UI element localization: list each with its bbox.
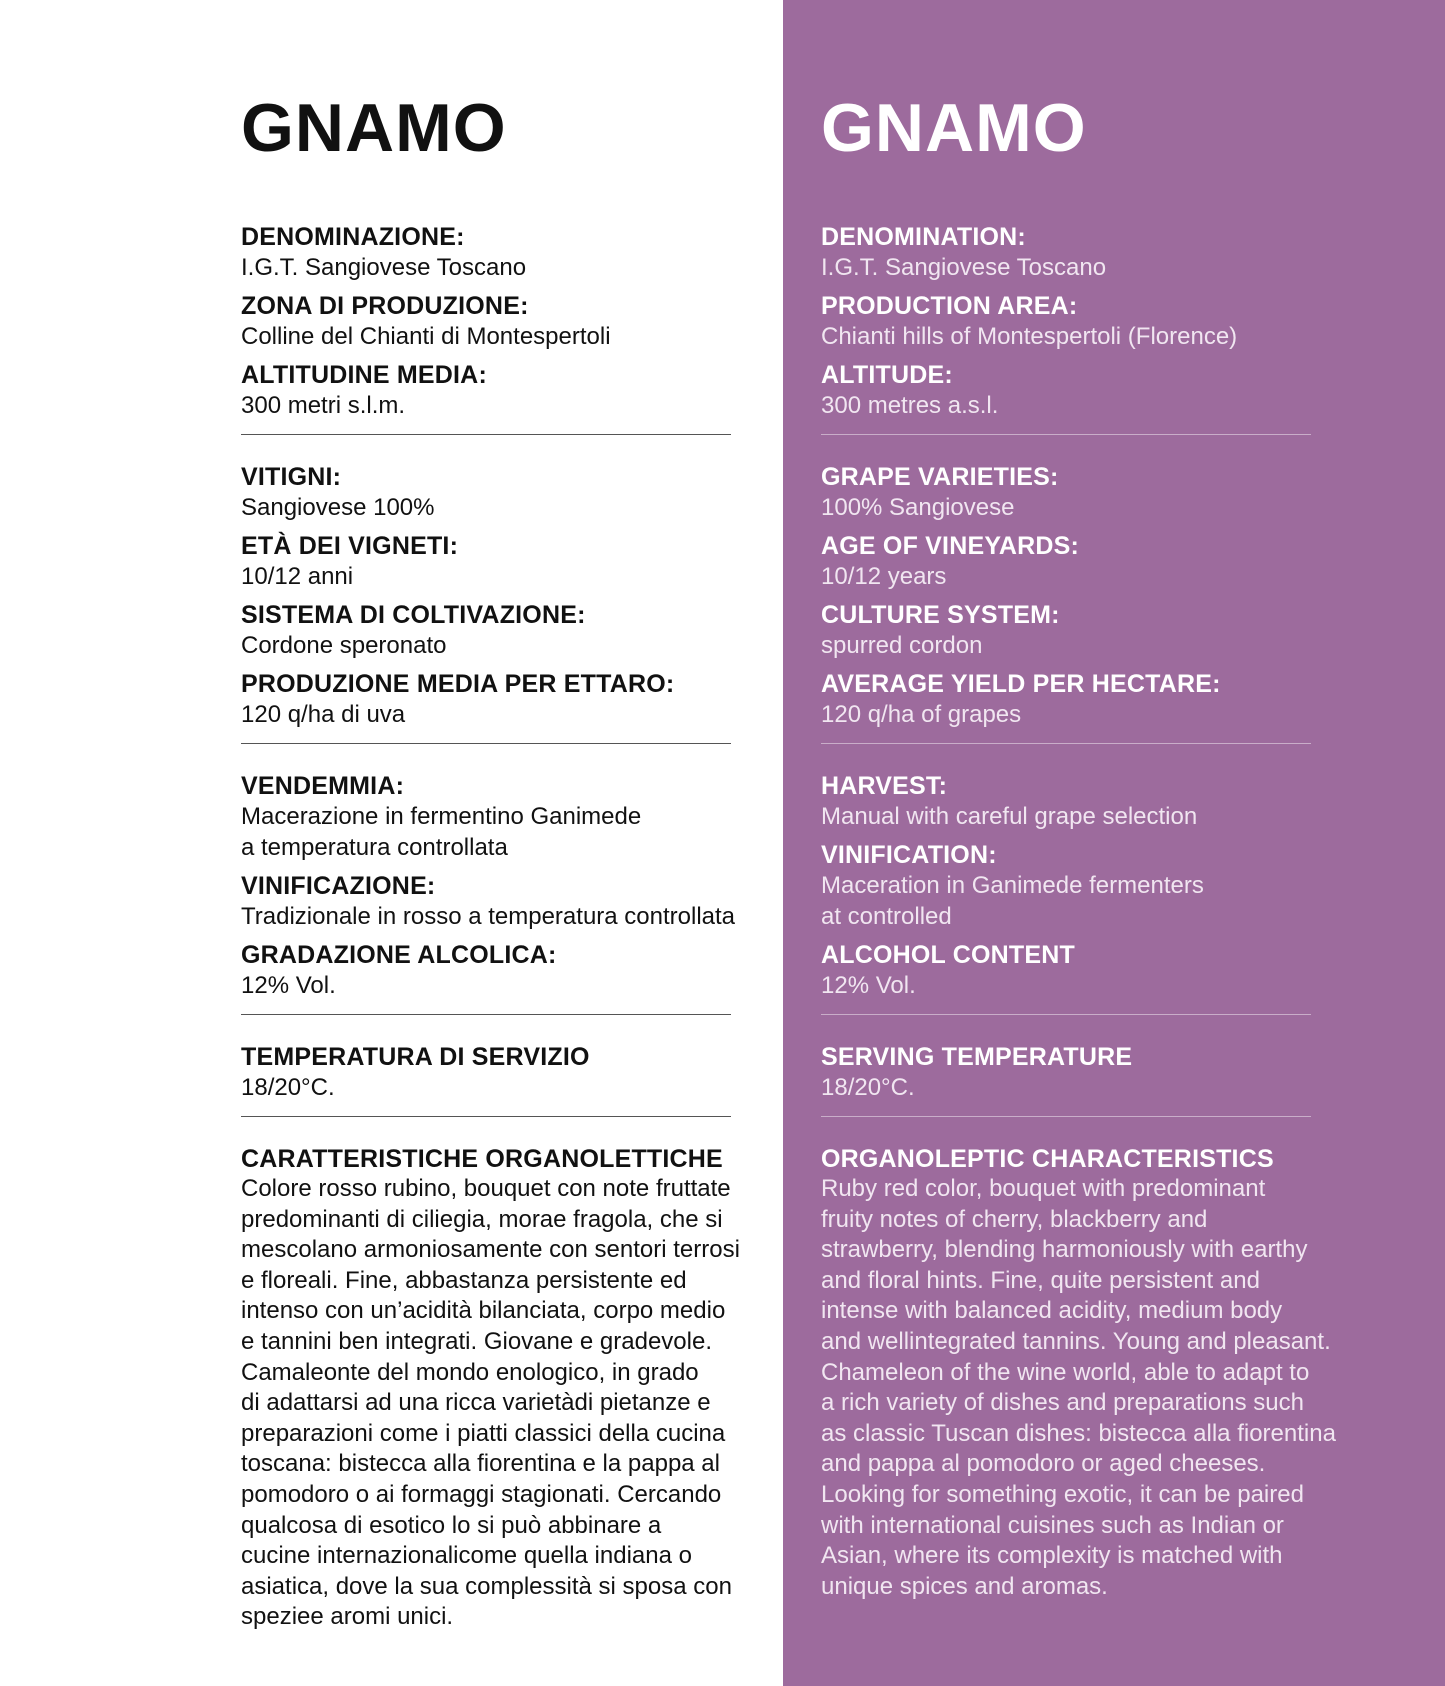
spec-item-average-yield [821, 669, 1346, 730]
spec-value: Sangiovese 100% [241, 494, 435, 521]
spec-label: VENDEMMIA: [241, 772, 405, 800]
spec-group [241, 462, 741, 730]
spec-label: SERVING TEMPERATURE [821, 1043, 1133, 1071]
section-divider [241, 1116, 731, 1117]
spec-value: 18/20°C. [241, 1074, 335, 1101]
section-divider [241, 743, 731, 744]
spec-label: DENOMINATION: [821, 223, 1026, 251]
wine-title-english: GNAMO [821, 90, 1087, 166]
italian-spec-sheet [241, 222, 741, 1641]
spec-label: VITIGNI: [241, 463, 342, 491]
spec-value: 300 metri s.l.m. [241, 392, 406, 419]
spec-value: Macerazione in fermentino Ganimede a temperatura controllata [241, 803, 642, 861]
spec-item-produzione-media [241, 669, 741, 730]
spec-item-altitudine [241, 360, 741, 421]
spec-item-vinification [821, 840, 1346, 932]
spec-label: ZONA DI PRODUZIONE: [241, 292, 529, 320]
spec-value: Manual with careful grape selection [821, 803, 1198, 830]
spec-label: ALTITUDINE MEDIA: [241, 361, 487, 389]
spec-item-gradazione [241, 940, 741, 1001]
spec-label: ETÀ DEI VIGNETI: [241, 532, 459, 560]
spec-label: PRODUZIONE MEDIA PER ETTARO: [241, 670, 675, 698]
spec-value: Tradizionale in rosso a temperatura controllata [241, 903, 736, 930]
spec-label: SISTEMA DI COLTIVAZIONE: [241, 601, 586, 629]
spec-item-culture-system [821, 600, 1346, 661]
spec-value: 100% Sangiovese [821, 494, 1015, 521]
spec-label: ALCOHOL CONTENT [821, 941, 1075, 969]
spec-item-vendemmia [241, 771, 741, 863]
spec-label: AGE OF VINEYARDS: [821, 532, 1080, 560]
spec-item-denomination [821, 222, 1346, 283]
spec-value: 10/12 years [821, 563, 947, 590]
spec-item-alcohol-content [821, 940, 1346, 1001]
description-text: Colore rosso rubino, bouquet con note fruttate predominanti di ciliegia, morae fragola, che si mescolano armoniosamente con sentori terrosi e floreali. Fine, abbastanza persistente ed intenso con un’acidità bilanciata, corpo medio e tannini ben integrati. Giovane e gradevole. Camaleonte del mondo enologico, in grado di adattarsi ad una ricca varietàdi pietanze e preparazioni come i piatti classici della cucina toscana: bistecca alla fiorentina e la pappa al pomodoro o ai formaggi stagionati. Cercando qualcosa di esotico lo si può abbinare a cucine internazionalicome quella indiana o asiatica, dove la sua complessità si sposa con speziee aromi unici. [241, 1175, 740, 1631]
spec-label: ALTITUDE: [821, 361, 953, 389]
spec-item-grape-varieties [821, 462, 1346, 523]
spec-item-altitude [821, 360, 1346, 421]
section-divider [241, 1014, 731, 1015]
spec-label: AVERAGE YIELD PER HECTARE: [821, 670, 1221, 698]
spec-value: 120 q/ha di uva [241, 701, 406, 728]
spec-label: VINIFICATION: [821, 841, 997, 869]
section-divider [821, 434, 1311, 435]
spec-label: GRADAZIONE ALCOLICA: [241, 941, 557, 969]
section-divider [821, 1116, 1311, 1117]
spec-item-vitigni [241, 462, 741, 523]
spec-item-sistema-coltivazione [241, 600, 741, 661]
spec-value: 18/20°C. [821, 1074, 915, 1101]
spec-group [241, 1042, 741, 1103]
spec-group [821, 1042, 1346, 1103]
spec-value: Maceration in Ganimede fermenters at controlled [821, 872, 1204, 930]
spec-item-harvest [821, 771, 1346, 832]
spec-value: Chianti hills of Montespertoli (Florence) [821, 323, 1238, 350]
spec-value: 10/12 anni [241, 563, 354, 590]
spec-label: HARVEST: [821, 772, 948, 800]
spec-item-eta-vigneti [241, 531, 741, 592]
spec-item-age-of-vineyards [821, 531, 1346, 592]
section-divider [821, 1014, 1311, 1015]
spec-item-serving-temperature [821, 1042, 1346, 1103]
spec-label: GRAPE VARIETIES: [821, 463, 1059, 491]
spec-value: 300 metres a.s.l. [821, 392, 999, 419]
spec-item-denominazione [241, 222, 741, 283]
spec-group [241, 771, 741, 1001]
spec-label: VINIFICAZIONE: [241, 872, 436, 900]
english-spec-sheet [821, 222, 1346, 1610]
section-divider [241, 434, 731, 435]
organoleptic-description [821, 1144, 1346, 1602]
spec-label: DENOMINAZIONE: [241, 223, 465, 251]
description-text: Ruby red color, bouquet with predominant fruity notes of cherry, blackberry and strawberry, blending harmoniously with earthy and floral hints. Fine, quite persistent and intense with balanced acidity, medium body and wellintegrated tannins. Young and pleasant. Chameleon of the wine world, able to adapt to a rich variety of dishes and preparations such as classic Tuscan dishes: bistecca alla fiorentina and pappa al pomodoro or aged cheeses. Looking for something exotic, it can be paired with international cuisines such as Indian or Asian, where its complexity is matched with unique spices and aromas. [821, 1175, 1336, 1600]
spec-value: I.G.T. Sangiovese Toscano [241, 254, 527, 281]
spec-group [821, 222, 1346, 421]
spec-label: PRODUCTION AREA: [821, 292, 1078, 320]
spec-label: CULTURE SYSTEM: [821, 601, 1060, 629]
spec-item-production-area [821, 291, 1346, 352]
description-heading: ORGANOLEPTIC CHARACTERISTICS [821, 1145, 1274, 1173]
spec-value: spurred cordon [821, 632, 983, 659]
spec-value: Colline del Chianti di Montespertoli [241, 323, 611, 350]
wine-title-italian: GNAMO [241, 90, 507, 166]
spec-label: TEMPERATURA DI SERVIZIO [241, 1043, 590, 1071]
spec-value: Cordone speronato [241, 632, 447, 659]
english-column [783, 0, 1445, 1686]
spec-group [821, 771, 1346, 1001]
spec-group [821, 462, 1346, 730]
organoleptic-description [241, 1144, 741, 1633]
description-heading: CARATTERISTICHE ORGANOLETTICHE [241, 1145, 723, 1173]
spec-value: 120 q/ha of grapes [821, 701, 1022, 728]
spec-value: I.G.T. Sangiovese Toscano [821, 254, 1107, 281]
spec-item-vinificazione [241, 871, 741, 932]
section-divider [821, 743, 1311, 744]
spec-group [241, 222, 741, 421]
spec-item-temperatura [241, 1042, 741, 1103]
spec-item-zona-produzione [241, 291, 741, 352]
spec-value: 12% Vol. [241, 972, 336, 999]
spec-value: 12% Vol. [821, 972, 916, 999]
